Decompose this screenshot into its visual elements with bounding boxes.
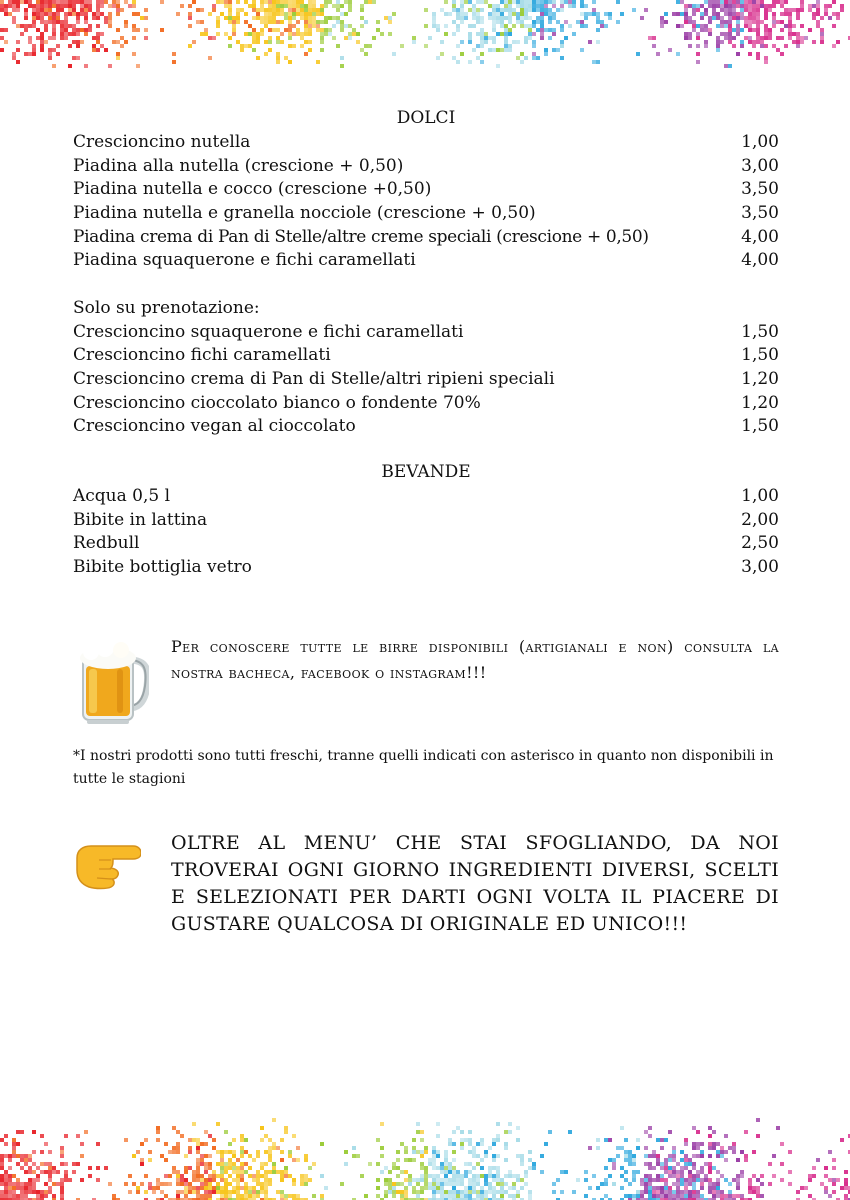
asterisk-note: *I nostri prodotti sono tutti freschi, tranne quelli indicati con asterisco in quanto non disponibili in tutte le stagioni	[73, 748, 774, 787]
menu-row	[73, 131, 779, 155]
item-name: Piadina squaquerone e fichi caramellati	[73, 250, 416, 271]
top-pixel-pattern	[0, 0, 850, 68]
bevande-list	[73, 485, 779, 580]
menu-row	[73, 249, 779, 273]
item-price: 1,00	[741, 132, 779, 152]
menu-row	[73, 321, 779, 345]
item-price: 4,00	[741, 250, 779, 271]
item-name: Piadina alla nutella (crescione + 0,50)	[73, 155, 404, 176]
dolci-list	[73, 131, 779, 273]
bottom-decorative-band	[0, 1118, 850, 1200]
item-price: 1,00	[741, 485, 779, 506]
item-price: 3,00	[741, 557, 779, 577]
top-decorative-band	[0, 0, 850, 68]
beer-note-block	[73, 634, 779, 724]
beer-note: Per conoscere tutte le birre disponibili (artigianali e non) consulta la nostra bacheca, facebook o instagram!!!	[171, 637, 779, 682]
item-name: Crescioncino cioccolato bianco o fondente 70%	[73, 392, 481, 413]
menu-row	[73, 368, 779, 392]
menu-row	[73, 226, 779, 250]
hand-note-block	[73, 830, 779, 960]
beer-mug-icon	[73, 636, 149, 726]
item-price: 1,50	[741, 321, 779, 342]
menu-content	[73, 106, 779, 580]
menu-row	[73, 202, 779, 226]
item-name: Bibite in lattina	[73, 509, 208, 530]
item-price: 1,50	[741, 416, 779, 437]
item-price: 2,50	[741, 533, 779, 554]
menu-row	[73, 532, 779, 556]
item-price: 4,00	[741, 226, 779, 247]
item-name: Crescioncino crema di Pan di Stelle/altri ripieni speciali	[73, 368, 555, 389]
menu-row	[73, 392, 779, 416]
menu-row	[73, 415, 779, 439]
item-price: 3,50	[741, 179, 779, 200]
item-name: Crescioncino vegan al cioccolato	[73, 416, 356, 437]
item-price: 3,50	[741, 203, 779, 224]
item-name: Crescioncino fichi caramellati	[73, 345, 331, 366]
menu-row	[73, 344, 779, 368]
item-price: 1,50	[741, 345, 779, 366]
menu-row	[73, 178, 779, 202]
pointing-hand-icon	[73, 836, 141, 890]
hand-note: OLTRE AL MENU’ CHE STAI SFOGLIANDO, DA NOI TROVERAI OGNI GIORNO INGREDIENTI DIVERSI, SCELTI E SELEZIONATI PER DARTI OGNI VOLTA IL PIACERE DI GUSTARE QUALCOSA DI ORIGINALE ED UNICO!!!	[171, 832, 779, 935]
menu-row	[73, 509, 779, 533]
item-name: Redbull	[73, 533, 140, 554]
item-name: Crescioncino nutella	[73, 132, 251, 152]
booking-label: Solo su prenotazione:	[73, 297, 260, 318]
item-name: Piadina nutella e granella nocciole (crescione + 0,50)	[73, 203, 536, 224]
bottom-pixel-pattern	[0, 1118, 850, 1200]
item-price: 3,00	[741, 155, 779, 176]
booking-list	[73, 321, 779, 439]
item-name: Piadina nutella e cocco (crescione +0,50)	[73, 179, 432, 200]
menu-row	[73, 556, 779, 580]
item-name: Acqua 0,5 l	[73, 485, 171, 506]
item-price: 1,20	[741, 392, 779, 413]
item-name: Piadina crema di Pan di Stelle/altre creme speciali (crescione + 0,50)	[73, 226, 649, 247]
item-price: 2,00	[741, 509, 779, 530]
menu-row	[73, 485, 779, 509]
dolci-title: DOLCI	[396, 108, 456, 128]
item-price: 1,20	[741, 368, 779, 389]
menu-row	[73, 155, 779, 179]
bevande-title: BEVANDE	[381, 461, 471, 482]
item-name: Crescioncino squaquerone e fichi caramellati	[73, 321, 464, 342]
item-name: Bibite bottiglia vetro	[73, 557, 252, 577]
